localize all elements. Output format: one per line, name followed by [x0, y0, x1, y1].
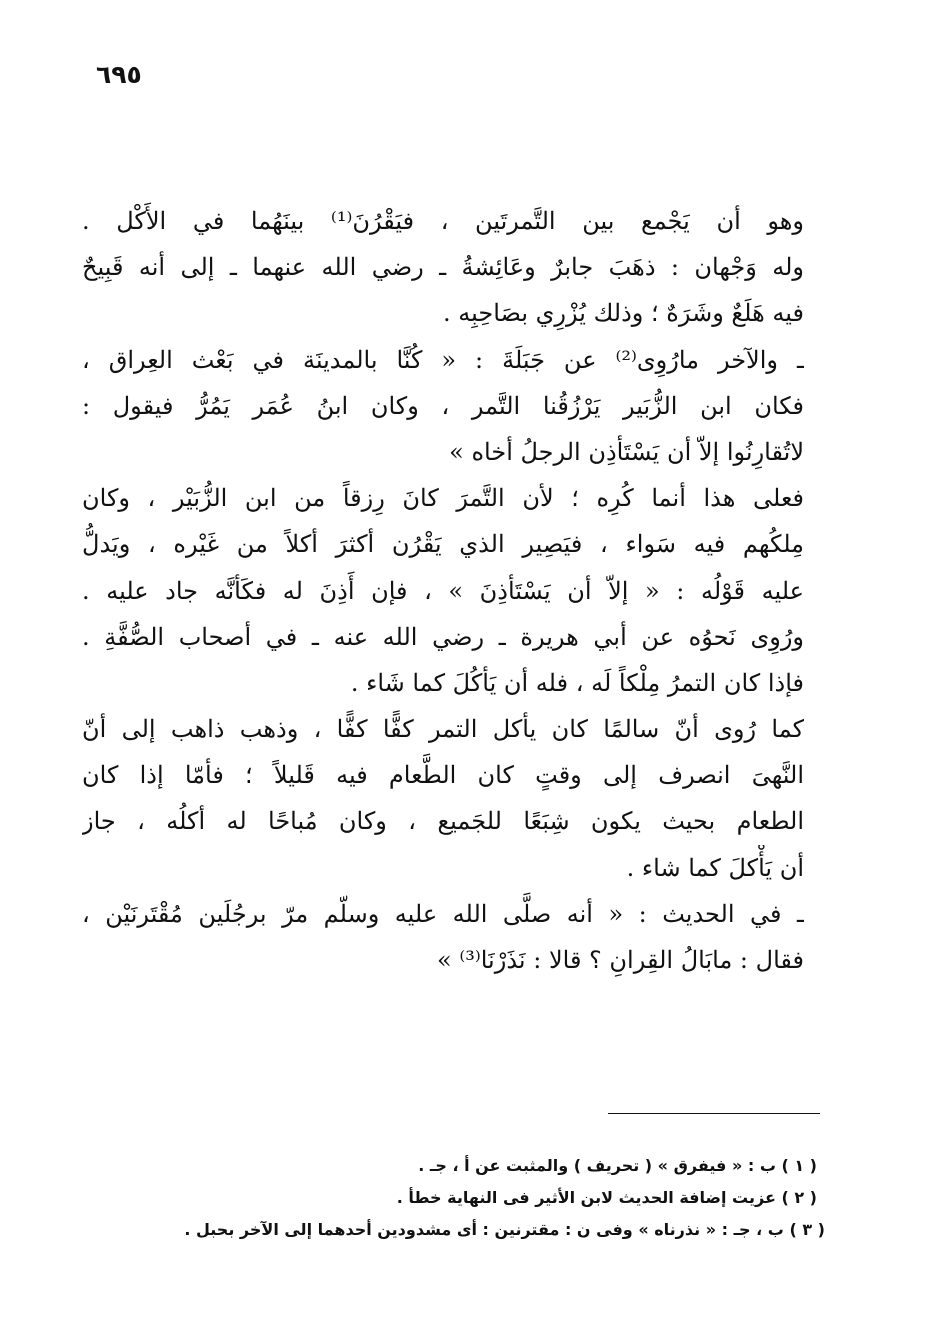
- footnote-divider: [608, 1113, 820, 1114]
- page-number: ٦٩٥: [96, 60, 142, 89]
- text-line: ورُوِى نَحوُه عن أبي هريرة ـ رضي الله عنه ـ في أصحاب الصُّفَّةِ .: [82, 622, 804, 651]
- footnote-3: ( ٣ ) ب ، جـ : « نذرناه » وفى ن : مقترنين : أى مشدودين أحدهما إلى الآخر بحبل .: [184, 1220, 825, 1239]
- text-line: فيه هَلَعٌ وشَرَهٌ ؛ وذلك يُزْرِي بصَاحِبِه .: [443, 299, 804, 328]
- text-line: ـ والآخر مارُوِى⁽²⁾ عن جَبَلَةَ : « كُنَّا بالمدينَة في بَعْث العِراق ،: [82, 345, 804, 374]
- text-line: عليه قَوْلُه : « إلاّ أن يَسْتَأذِنَ » ، فإن أَذِنَ له فكَأنَّه جاد عليه .: [82, 576, 804, 605]
- text-line: مِلكُهم فيه سَواء ، فيَصِير الذي يَقْرُن أكثرَ أكلاً من غَيْره ، ويَدلُّ: [82, 530, 804, 559]
- text-line: فقال : مابَالُ القِرانِ ؟ قالا : نَذَرْنَا⁽³⁾ »: [437, 946, 804, 974]
- main-text: [82, 198, 804, 983]
- footnote-1: ( ١ ) ب : « فيفرق » ( تحريف ) والمثبت عن أ ، جـ .: [418, 1156, 817, 1175]
- text-line: كما رُوى أنّ سالمًا كان يأكل التمر كفًّا كفًّا ، وذهب ذاهب إلى أنّ: [82, 715, 804, 744]
- text-line: أن يَأْكلَ كما شاء .: [626, 853, 804, 882]
- text-line: النَّهىَ انصرف إلى وقتٍ كان الطَّعام فيه قَليلاً ؛ فأمّا إذا كان: [82, 761, 804, 790]
- text-line: فعلى هذا أنما كُرِه ؛ لأن التَّمرَ كانَ رِزقاً من ابن الزُّبَيْر ، وكان: [82, 484, 804, 513]
- text-line: فكان ابن الزُّبَير يَرْزُقُنا التَّمر ، وكان ابنُ عُمَر يَمُرُّ فيقول :: [82, 391, 804, 420]
- footnote-2: ( ٢ ) عزيت إضافة الحديث لابن الأثير فى النهاية خطأ .: [396, 1188, 817, 1207]
- text-line: وله وَجْهان : ذهَبَ جابرٌ وعَائِشةُ ـ رضي الله عنهما ـ إلى أنه قَبِيحٌ: [82, 253, 804, 282]
- footnotes: [80, 1150, 825, 1246]
- text-line: الطعام بحيث يكون شِبَعًا للجَميع ، وكان مُباحًا له أكلُه ، جاز: [82, 807, 804, 836]
- text-line: وهو أن يَجْمع بين التَّمرتَين ، فيَقْرُنَ⁽¹⁾ بينَهُما في الأَكْل .: [82, 207, 804, 235]
- text-line: فإذا كان التمرُ مِلْكاً لَه ، فله أن يَأكُلَ كما شَاء .: [350, 668, 804, 697]
- text-line: لاتُقارِنُوا إلاّ أن يَسْتَأذِن الرجلُ أخاه »: [449, 437, 804, 466]
- text-line: ـ في الحديث : « أنه صلَّى الله عليه وسلّم مرّ برجُلَين مُقْتَرنَيْن ،: [82, 899, 804, 928]
